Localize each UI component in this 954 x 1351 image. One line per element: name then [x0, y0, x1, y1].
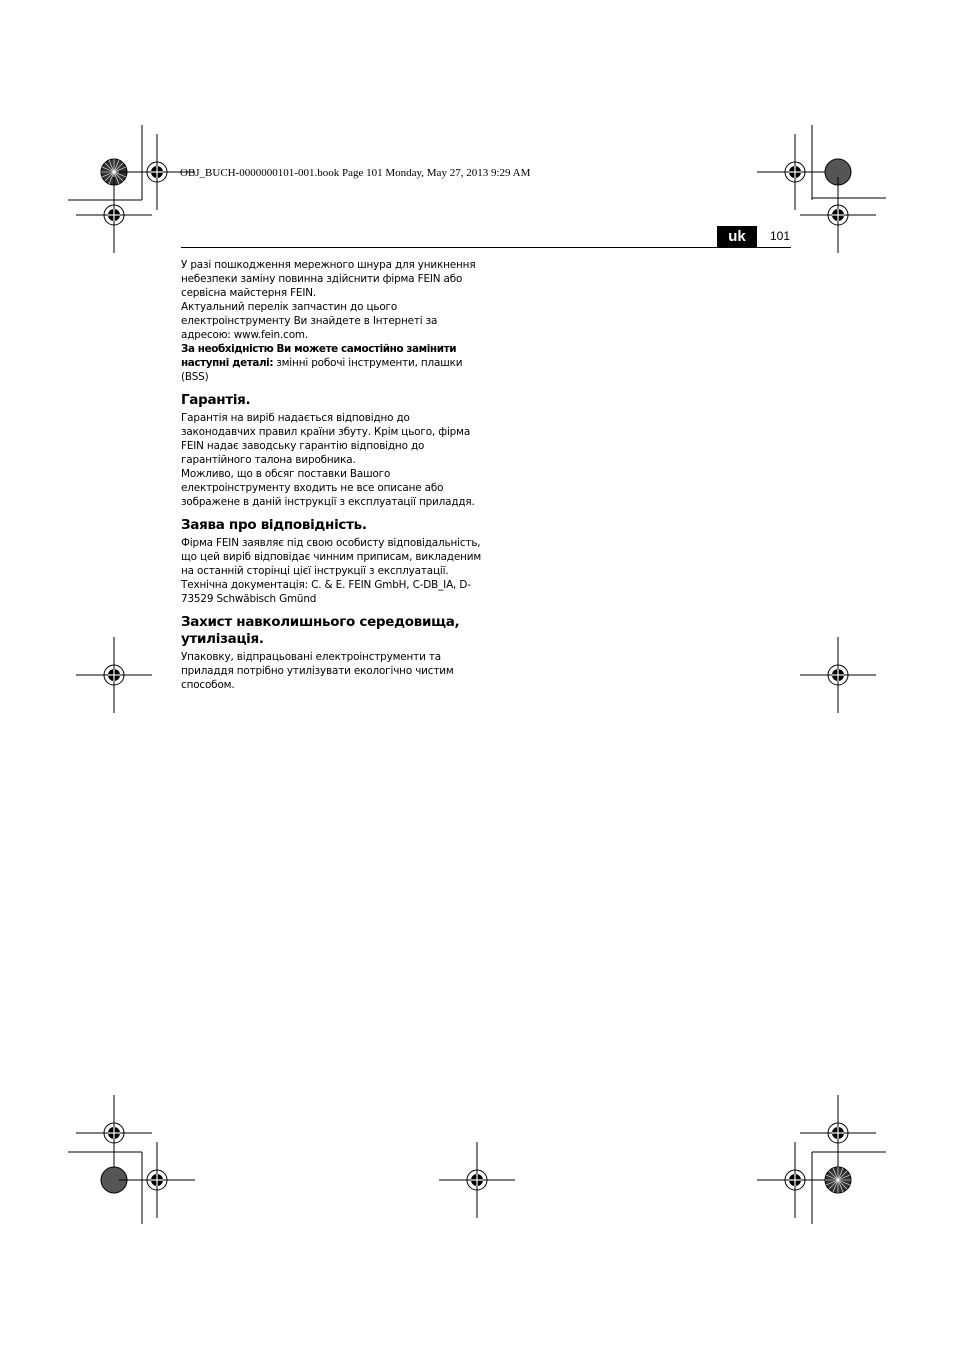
registration-mark-bottom-left [119, 1142, 195, 1218]
paragraph-technical-documentation: Технічна документація: C. & E. FEIN GmbH, C-DB_IA, D-73529 Schwäbisch Gmünd [181, 579, 471, 605]
registration-mark-left-upper [76, 177, 152, 253]
header-rule [181, 247, 791, 248]
registration-mark-bottom-right [757, 1142, 833, 1218]
print-slug-line: OBJ_BUCH-0000000101-001.book Page 101 Monday, May 27, 2013 9:29 AM [180, 167, 531, 179]
paragraph-replaceable-parts [181, 342, 481, 384]
heading-environment: Захист навколишнього середовища, утилізація. [181, 614, 460, 647]
registration-mark-left-lower [76, 1095, 152, 1171]
paragraph-delivery-scope: Можливо, що в обсяг поставки Вашого електроінструменту входить не все описане або зображене в даній інструкції з експлуатації приладдя. [181, 468, 475, 508]
paragraph-spare-parts: Актуальний перелік запчастин до цього електроінструменту Ви знайдете в Інтернеті за адресою: www.fein.com. [181, 301, 438, 341]
registration-mark-top-right [757, 134, 833, 210]
paragraph-mains-cable: У разі пошкодження мережного шнура для уникнення небезпеки заміну повинна здійснити фірма FEIN або сервісна майстерня FEIN. [181, 259, 476, 299]
heading-conformity: Заява про відповідність. [181, 517, 367, 533]
registration-mark-right-lower [800, 1095, 876, 1171]
registration-mark-bottom-center [439, 1142, 515, 1218]
registration-mark-right-middle [800, 637, 876, 713]
registration-mark-left-middle [76, 637, 152, 713]
replaceable-parts-list: змінні робочі інструменти, плашки (BSS) [181, 357, 463, 383]
color-bar-starburst-bottom-right [825, 1167, 851, 1193]
language-badge: uk [717, 226, 757, 247]
paragraph-warranty: Гарантія на виріб надається відповідно до законодавчих правил країни збуту. Крім цього, фірма FEIN надає заводську гарантію відповідно до гарантійного талона виробника. [181, 412, 471, 466]
page-number: 101 [770, 229, 791, 243]
replaceable-parts-lead: За необхідністю Ви можете самостійно замінити наступні деталі: [181, 343, 457, 369]
text-column [181, 258, 481, 692]
heading-warranty: Гарантія. [181, 392, 251, 408]
paragraph-disposal: Упаковку, відпрацьовані електроінструменти та приладдя потрібно утилізувати екологічно чистим способом. [181, 651, 454, 691]
registration-mark-right-upper [800, 177, 876, 253]
paragraph-conformity: Фірма FEIN заявляє під свою особисту відповідальність, що цей виріб відповідає чинним приписам, викладеним на останній сторінці цієї інструкції з експлуатації. [181, 537, 482, 577]
